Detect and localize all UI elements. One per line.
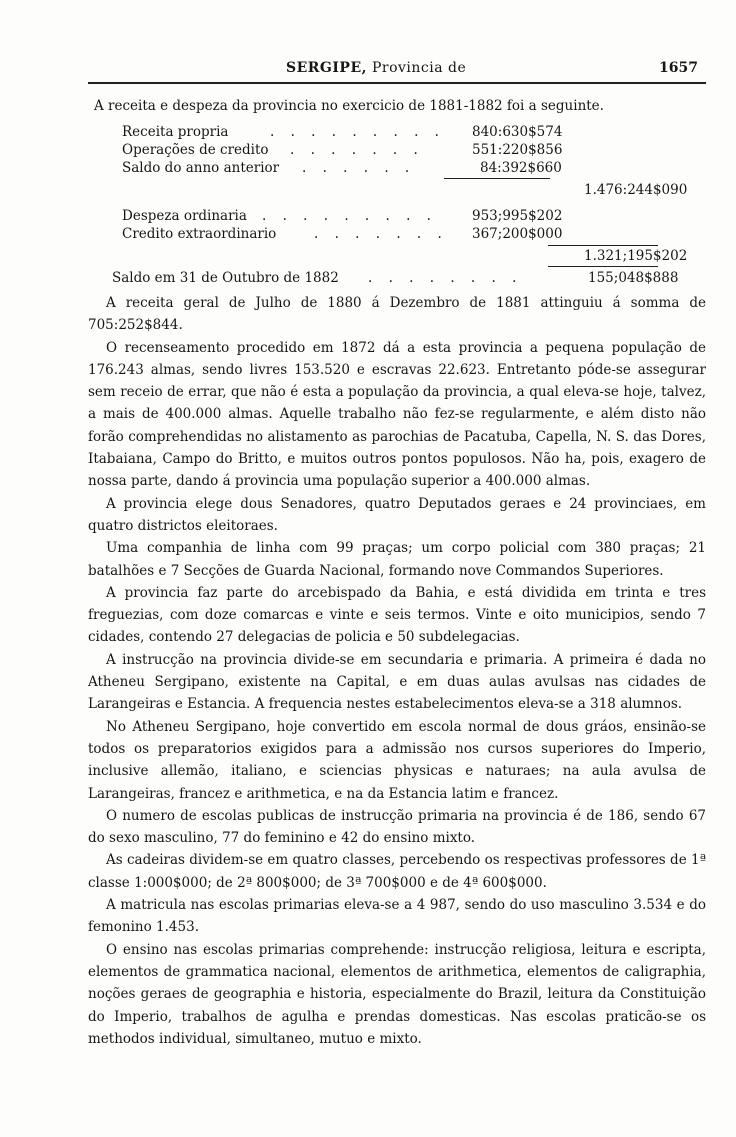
paragraph-companhia: Uma companhia de linha com 99 praças; um corpo policial com 380 praças; 21 batalhões e 7 Secções de Guarda Nacional, formando nove Commandos Superiores. xyxy=(88,540,706,579)
ledger-row-saldo-final: Saldo em 31 de Outubro de 1882 . . . . . . . . 155;048$888 xyxy=(112,270,679,286)
paragraph-escolas: O numero de escolas publicas de instrucção primaria na provincia é de 186, sendo 67 do sexo masculino, 77 do feminino e 42 do ensino mixto. xyxy=(88,807,706,847)
paragraph-matricula: A matricula nas escolas primarias eleva-se a 4 987, sendo do uso masculino 3.534 e do femonino 1.453. xyxy=(88,897,706,936)
paragraph-senadores: A provincia elege dous Senadores, quatro Deputados geraes e 24 provinciaes, em quatro districtos eleitoraes. xyxy=(88,495,706,534)
page-header xyxy=(88,58,706,84)
ledger-row-operacoes-credito: Operações de credito . . . . . . . 551:220$856 xyxy=(122,142,563,158)
paragraph-instruccao: A instrucção na provincia divide-se em secundaria e primaria. A primeira é dada no Atheneu Sergipano, existente na Capital, e em duas aulas avulsas nas cidades de Larangeiras e Estancia. A frequencia nestes estabelecimentos eleva-se a 318 alumnos. xyxy=(88,651,706,713)
paragraph-atheneu: No Atheneu Sergipano, hoje convertido em escola normal de dous gráos, ensinão-se todos os preparatorios exigidos para a admissão nos cursos superiores do Imperio, inclusive allemão, italiano, e sciencias physicas e naturaes; na aula avulsa de Larangeiras, francez e arithmetica, e na da Estancia latim e francez. xyxy=(88,718,706,802)
ledger-table xyxy=(88,120,706,306)
total-rule xyxy=(548,266,658,267)
ledger-row-receita-propria: Receita propria . . . . . . . . . 840:630$574 xyxy=(122,124,563,140)
document-page xyxy=(88,58,706,306)
ledger-row-despeza-ordinaria: Despeza ordinaria . . . . . . . . . 953;995$202 xyxy=(122,208,563,224)
paragraph-receita-geral: A receita geral de Julho de 1880 á Dezembro de 1881 attinguiu á somma de 705:252$844. xyxy=(88,295,706,334)
running-title: SERGIPE, Provincia de xyxy=(286,60,467,76)
subtotal-rule-receita xyxy=(444,178,550,179)
ledger-row-credito-extraordinario: Credito extraordinario . . . . . . . 367;200$000 xyxy=(122,226,563,242)
ledger-row-total-receita: 1.476:244$090 xyxy=(584,182,688,198)
paragraph-arcebispado: A provincia faz parte do arcebispado da Bahia, e está dividida em trinta e tres freguezias, com doze comarcas e vinte e seis termos. Vinte e oito municipios, sendo 7 cidades, contendo 27 delegacias de policia e 50 subdelegacias. xyxy=(88,584,706,646)
ledger-row-total-despeza: 1.321;195$202 xyxy=(584,248,688,264)
paragraph-recenseamento: O recenseamento procedido em 1872 dá a esta provincia a pequena população de 176.243 almas, sendo livres 153.520 e escravas 22.623. Entretanto póde-se assegurar sem receio de errar, que não é esta a população da provincia, a qual eleva-se hoje, talvez, a mais de 400.000 almas. Aquelle trabalho não fez-se regularmente, e além disto não forão comprehendidas no alistamento as parochias de Pacatuba, Capella, N. S. das Dores, Itabaiana, Campo do Britto, e muitos outros pontos populosos. Não ha, pois, exagero de nossa parte, dando á provincia uma população superior a 400.000 almas. xyxy=(88,339,706,490)
paragraph-ensino: O ensino nas escolas primarias comprehende: instrucção religiosa, leitura e escripta, elementos de grammatica nacional, elementos de arithmetica, elementos de caligraphia, noções geraes de geographia e historia, especialmente do Brazil, leitura da Constituição do Imperio, trabalhos de agulha e prendas domesticas. Nas escolas praticão-se os methodos individual, simultaneo, mutuo e mixto. xyxy=(88,941,706,1047)
ledger-row-saldo-anterior: Saldo do anno anterior . . . . . . 84:392$660 xyxy=(122,160,562,176)
page-number: 1657 xyxy=(659,60,698,76)
subtotal-rule-despeza xyxy=(548,245,658,246)
intro-line: A receita e despeza da provincia no exercicio de 1881-1882 foi a seguinte. xyxy=(94,98,604,114)
paragraph-cadeiras: As cadeiras dividem-se em quatro classes, percebendo os respectivas professores de 1ª classe 1:000$000; de 2ª 800$000; de 3ª 700$000 e de 4ª 600$000. xyxy=(88,852,706,891)
